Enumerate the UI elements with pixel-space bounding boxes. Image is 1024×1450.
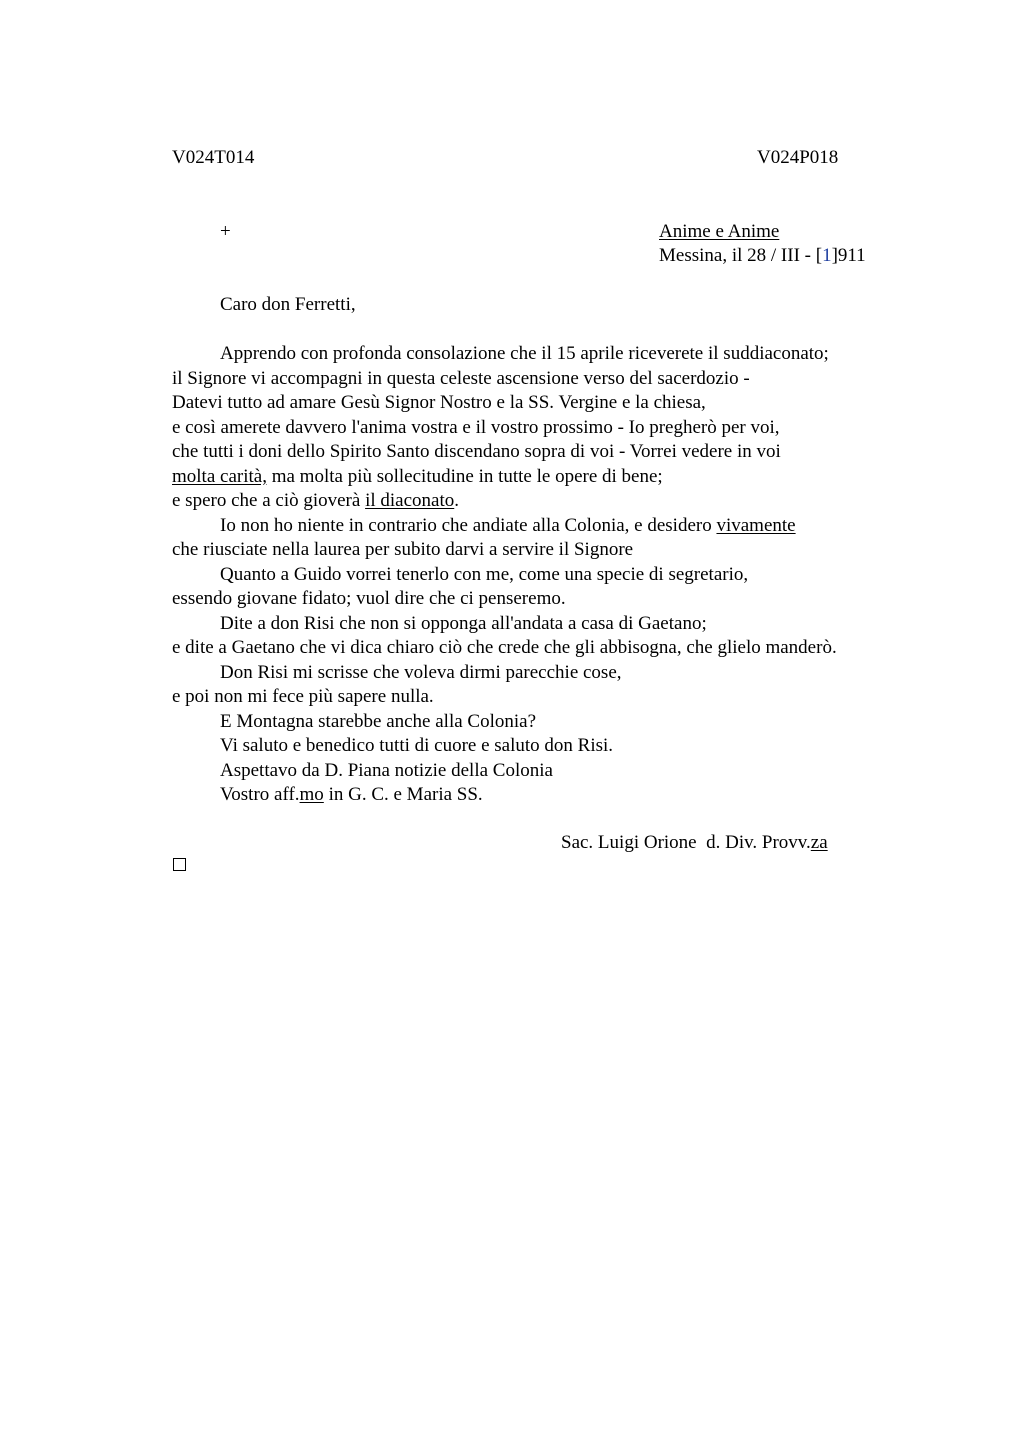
date-suffix: 911 (837, 245, 866, 266)
underlined-phrase: mo (299, 784, 324, 805)
body-line: e poi non mi fece più sapere nulla. (172, 686, 434, 707)
body-segment: Io non ho niente in contrario che andiate alla Colonia, e desidero (220, 514, 717, 536)
body-line: Aspettavo da D. Piana notizie della Colonia (220, 759, 553, 781)
signature-suffix: za (810, 832, 828, 853)
body-segment: in G. C. e Maria SS. (323, 784, 483, 805)
date-bracket-close: ] (831, 245, 838, 266)
empty-square-icon (173, 858, 186, 871)
body-segment: Vostro aff. (220, 784, 300, 805)
body-line: che tutti i doni dello Spirito Santo discendano sopra di voi - Vorrei vedere in voi (172, 441, 781, 462)
document-code-right: V024P018 (757, 147, 839, 168)
underlined-phrase: vivamente (716, 514, 796, 536)
date-bracket-open: [ (815, 245, 823, 266)
letter-body (172, 342, 837, 808)
body-line: il Signore vi accompagni in questa celeste ascensione verso del sacerdozio - (172, 367, 750, 389)
body-line (172, 465, 837, 490)
body-line (172, 489, 837, 514)
motto-text: Anime e Anime (659, 221, 780, 242)
body-line: Apprendo con profonda consolazione che il 15 aprile riceverete il suddiaconato; (220, 343, 829, 364)
date-bracket-digit: 1 (822, 245, 832, 266)
body-line: e dite a Gaetano che vi dica chiaro ciò che crede che gli abbisogna, che glielo manderò. (172, 637, 837, 658)
body-line (172, 514, 837, 539)
body-line: Quanto a Guido vorrei tenerlo con me, come una specie di segretario, (220, 563, 749, 585)
underlined-phrase: molta carità, (172, 465, 267, 487)
date-line (659, 244, 866, 268)
body-segment: ma molta più sollecitudine in tutte le opere di bene; (266, 465, 663, 487)
body-line: e così amerete davvero l'anima vostra e il vostro prossimo - Io pregherò per voi, (172, 416, 780, 438)
cross-mark: + (220, 221, 231, 242)
body-line: Don Risi mi scrisse che voleva dirmi parecchie cose, (220, 661, 622, 683)
salutation: Caro don Ferretti, (220, 294, 356, 315)
body-line: E Montagna starebbe anche alla Colonia? (220, 710, 537, 732)
document-code-left: V024T014 (172, 147, 255, 168)
motto-heading (659, 220, 779, 244)
body-segment: e spero che a ciò gioverà (172, 490, 366, 511)
body-line: essendo giovane fidato; vuol dire che ci penseremo. (172, 588, 566, 609)
date-prefix: Messina, il 28 / III - (659, 245, 816, 266)
body-line: che riusciate nella laurea per subito darvi a servire il Signore (172, 539, 634, 560)
body-line: Dite a don Risi che non si opponga all'andata a casa di Gaetano; (220, 612, 707, 634)
body-segment: . (454, 490, 459, 511)
body-line: Vi saluto e benedico tutti di cuore e saluto don Risi. (220, 735, 614, 756)
signature (561, 831, 828, 855)
closing-line (172, 783, 837, 808)
body-line: Datevi tutto ad amare Gesù Signor Nostro e la SS. Vergine e la chiesa, (172, 392, 706, 413)
signature-text: Sac. Luigi Orione d. Div. Provv. (561, 832, 811, 853)
underlined-phrase: il diaconato (365, 490, 455, 511)
